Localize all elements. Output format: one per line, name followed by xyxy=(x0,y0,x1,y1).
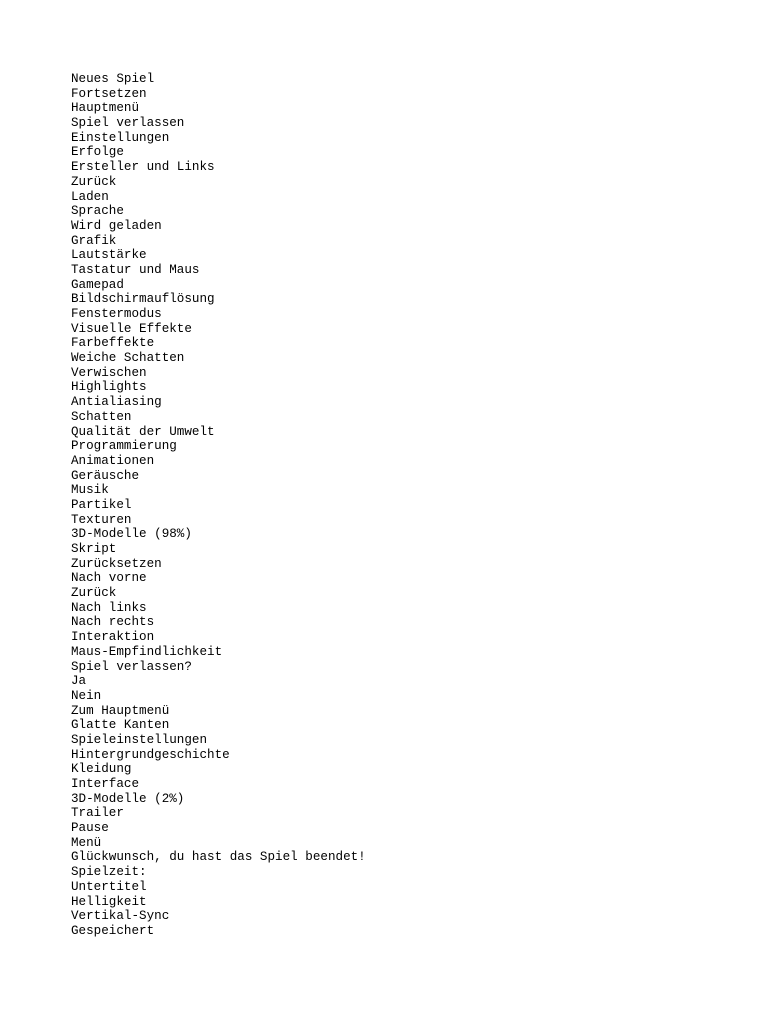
text-line: Menü xyxy=(71,835,102,850)
text-line: Qualität der Umwelt xyxy=(71,424,215,439)
text-line: Maus-Empfindlichkeit xyxy=(71,644,223,659)
text-line: Wird geladen xyxy=(71,218,162,233)
text-line: Glatte Kanten xyxy=(71,718,170,733)
text-line: Glückwunsch, du hast das Spiel beendet! xyxy=(71,850,366,865)
text-line: Erfolge xyxy=(71,145,124,160)
text-line: Interaktion xyxy=(71,630,155,645)
text-line: Spielzeit: xyxy=(71,865,147,880)
text-line: Zurück xyxy=(71,174,117,189)
text-line: Zurücksetzen xyxy=(71,556,162,571)
text-line: Nach rechts xyxy=(71,615,155,630)
text-line: Gamepad xyxy=(71,277,124,292)
text-line: Visuelle Effekte xyxy=(71,321,192,336)
text-line: 3D-Modelle (98%) xyxy=(71,527,192,542)
text-line: Neues Spiel xyxy=(71,72,155,86)
text-document xyxy=(71,72,366,939)
text-line: Spieleinstellungen xyxy=(71,732,208,747)
text-line: Geräusche xyxy=(71,468,140,483)
text-line: Fortsetzen xyxy=(71,86,147,101)
text-line: Kleidung xyxy=(71,762,132,777)
text-line: Lautstärke xyxy=(71,248,147,263)
text-line: Highlights xyxy=(71,380,147,395)
text-line: Helligkeit xyxy=(71,894,147,909)
text-line: Spiel verlassen? xyxy=(71,659,192,674)
text-line: Programmierung xyxy=(71,439,177,454)
text-line: Grafik xyxy=(71,233,117,248)
text-line: Hauptmenü xyxy=(71,101,140,116)
text-line: Schatten xyxy=(71,409,132,424)
text-line: Sprache xyxy=(71,204,124,219)
text-line: Antialiasing xyxy=(71,395,162,410)
text-line: Nach links xyxy=(71,600,147,615)
text-line: Skript xyxy=(71,542,117,556)
text-line: Partikel xyxy=(71,497,132,512)
text-line: Bildschirmauflösung xyxy=(71,292,215,307)
text-line: Pause xyxy=(71,821,109,836)
text-line: Farbeffekte xyxy=(71,336,155,351)
text-line: Fenstermodus xyxy=(71,307,162,321)
text-line: Laden xyxy=(71,189,109,204)
text-line: Untertitel xyxy=(71,879,147,894)
text-line: Ersteller und Links xyxy=(71,160,215,175)
text-line: Musik xyxy=(71,483,109,498)
text-line: Vertikal-Sync xyxy=(71,909,170,924)
text-line: Nein xyxy=(71,688,102,703)
text-line: Zurück xyxy=(71,586,117,601)
text-line: Hintergrundgeschichte xyxy=(71,747,230,762)
text-line: Animationen xyxy=(71,453,155,468)
text-line: Einstellungen xyxy=(71,130,170,145)
text-line: Nach vorne xyxy=(71,571,147,586)
text-line: Spiel verlassen xyxy=(71,116,185,131)
text-line: 3D-Modelle (2%) xyxy=(71,791,185,806)
text-line: Tastatur und Maus xyxy=(71,262,200,277)
text-line: Weiche Schatten xyxy=(71,351,185,366)
text-line: Zum Hauptmenü xyxy=(71,703,170,718)
text-line: Verwischen xyxy=(71,365,147,380)
text-line: Texturen xyxy=(71,512,132,527)
text-line: Trailer xyxy=(71,806,124,821)
text-line: Interface xyxy=(71,777,140,791)
text-line: Ja xyxy=(71,674,87,689)
text-line: Gespeichert xyxy=(71,923,155,938)
